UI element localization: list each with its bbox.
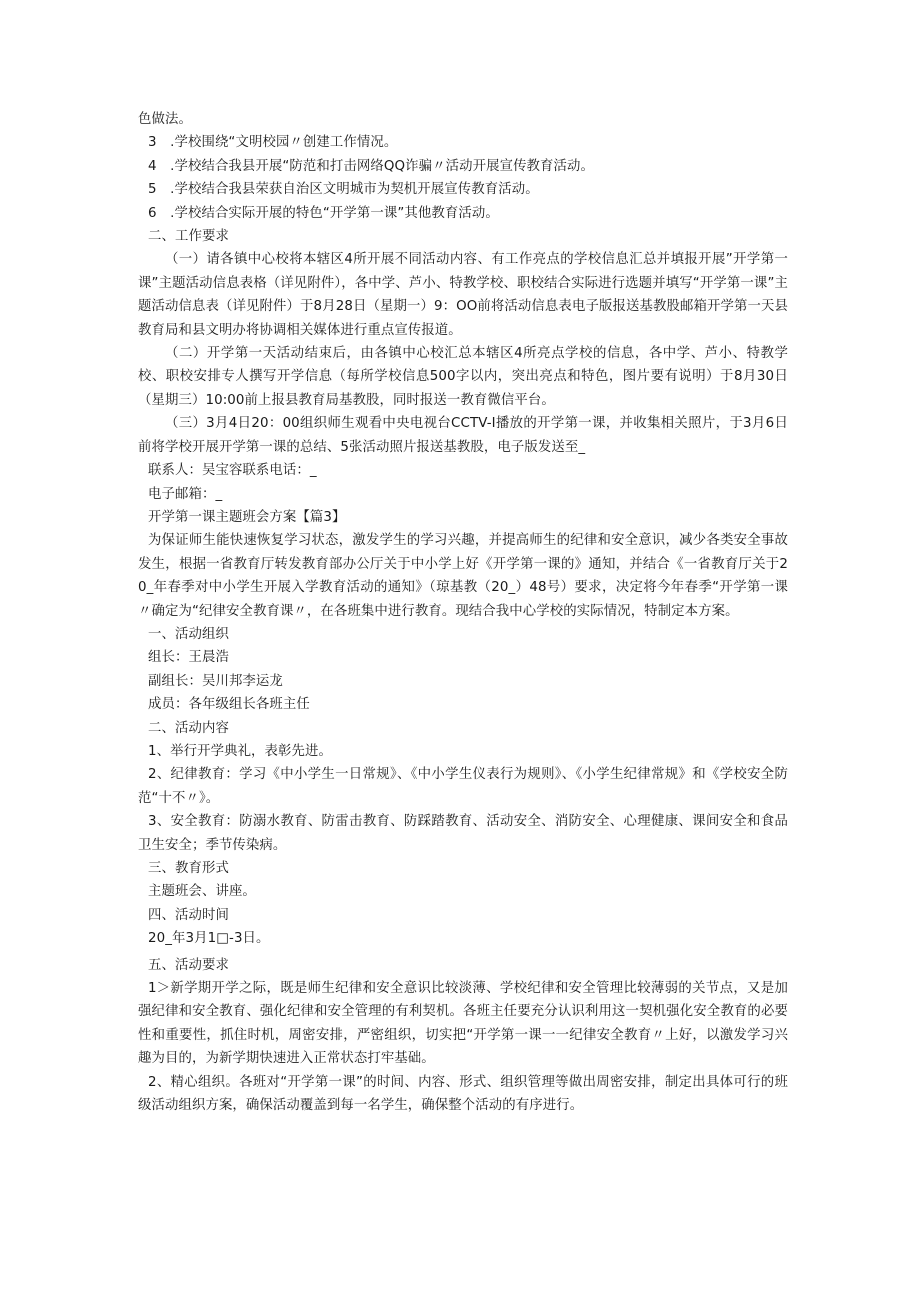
section-heading-work-requirements: 二、工作要求 [148,229,229,245]
paragraph-requirement-3: （三）3月4日20：00组织师生观看中央电视台CCTV-I播放的开学第一课，并收集相关照片，于3月6日前将学校开展开学第一课的总结、5张活动照片报送基教股，电子版发送至_ [138,416,788,455]
document-body [138,108,788,1117]
list-item-5: 5 .学校结合我县荣获自治区文明城市为契机开展宣传教育活动。 [148,182,539,198]
list-item-3: 3 .学校围绕“文明校园〃创建工作情况。 [148,135,398,151]
section-heading-time: 四、活动时间 [148,907,229,923]
section-heading-form: 三、教育形式 [148,861,229,876]
paragraph-requirement-1: （一）请各镇中心校将本辖区4所开展不同活动内容、有工作亮点的学校信息汇总并填报开展”开学第一课”主题活动信息表格（详见附件），各中学、芦小、特教学校、职校结合实际进行选题并填写“开学第一课”主题活动信息表（详见附件）于8月28日（星期一）9：OO前将活动信息表电子版报送基教股邮箱开学第一天县教育局和县文明办将协调相关媒体进行重点宣传报道。 [138,252,788,338]
form-line: 主题班会、讲座。 [148,884,256,900]
section-heading-content: 二、活动内容 [148,720,229,736]
paragraph-requirement-2: （二）开学第一天活动结束后，由各镇中心校汇总本辖区4所亮点学校的信息，各中学、芦小、特教学校、职校安排专人撰写开学信息（每所学校信息500字以内，突出亮点和特色，图片要有说明）于8月30日（星期三）10:00前上报县教育局基教股，同时报送一教育微信平台。 [138,346,788,408]
deputy-leader-line: 副组长：吴川邦李运龙 [148,673,283,689]
members-line: 成员：各年级组长各班主任 [148,697,310,713]
requirement-item-2: 2、精心组织。各班对“开学第一课”的时间、内容、形式、组织管理等做出周密安排，制定出具体可行的班级活动组织方案，确保活动覆盖到每一名学生，确保整个活动的有序进行。 [138,1074,788,1114]
email-line: 电子邮箱：_ [148,486,223,502]
paragraph-plan-intro: 为保证师生能快速恢复学习状态，激发学生的学习兴趣，并提高师生的纪律和安全意识，减少各类安全事故发生，根据一省教育厅转发教育部办公厅关于中小学上好《开学第一课的》通知，并结合《一省教育厅关于20_年春季对中小学生开展入学教育活动的通知》（琼基教（20_）48号）要求，决定将今年春季“开学第一课〃确定为“纪律安全教育课〃，在各班集中进行教育。现结合我中心学校的实际情况，特制定本方案。 [138,533,788,619]
list-item-6: 6 .学校结合实际开展的特色“开学第一课”其他教育活动。 [148,205,499,221]
content-item-2: 2、纪律教育：学习《中小学生一日常规》、《中小学生仪表行为规则》、《小学生纪律常规》和《学校安全防范“十不〃》。 [138,767,788,806]
section-heading-organization: 一、活动组织 [148,626,229,642]
time-line: 20_年3月1□-3日。 [148,931,270,947]
requirement-item-1: 1＞新学期开学之际，既是师生纪律和安全意识比较淡薄、学校纪律和安全管理比较薄弱的关节点，又是加强纪律和安全教育、强化纪律和安全管理的有利契机。各班主任要充分认识利用这一契机强化安全教育的必要性和重要性，抓住时机，周密安排，严密组织，切实把“开学第一课一一纪律安全教育〃上好，以激发学习兴趣为目的，为新学期快速进入正常状态打牢基础。 [138,981,788,1067]
content-item-1: 1、举行开学典礼，表彰先进。 [148,743,332,759]
contact-person-line: 联系人：吴宝容联系电话：_ [148,463,317,479]
paragraph-intro-tail: 色做法。 [138,112,192,127]
section-heading-requirements: 五、活动要求 [148,957,229,973]
plan-title-part-3: 开学第一课主题班会方案【篇3】 [148,509,346,525]
content-item-3: 3、安全教育：防溺水教育、防雷击教育、防踩踏教育、活动安全、消防安全、心理健康、课间安全和食品卫生安全；季节传染病。 [138,814,788,853]
list-item-4: 4 .学校结合我县开展“防范和打击网络QQ诈骗〃活动开展宣传教育活动。 [148,158,595,174]
group-leader-line: 组长：王晨浩 [148,650,229,666]
